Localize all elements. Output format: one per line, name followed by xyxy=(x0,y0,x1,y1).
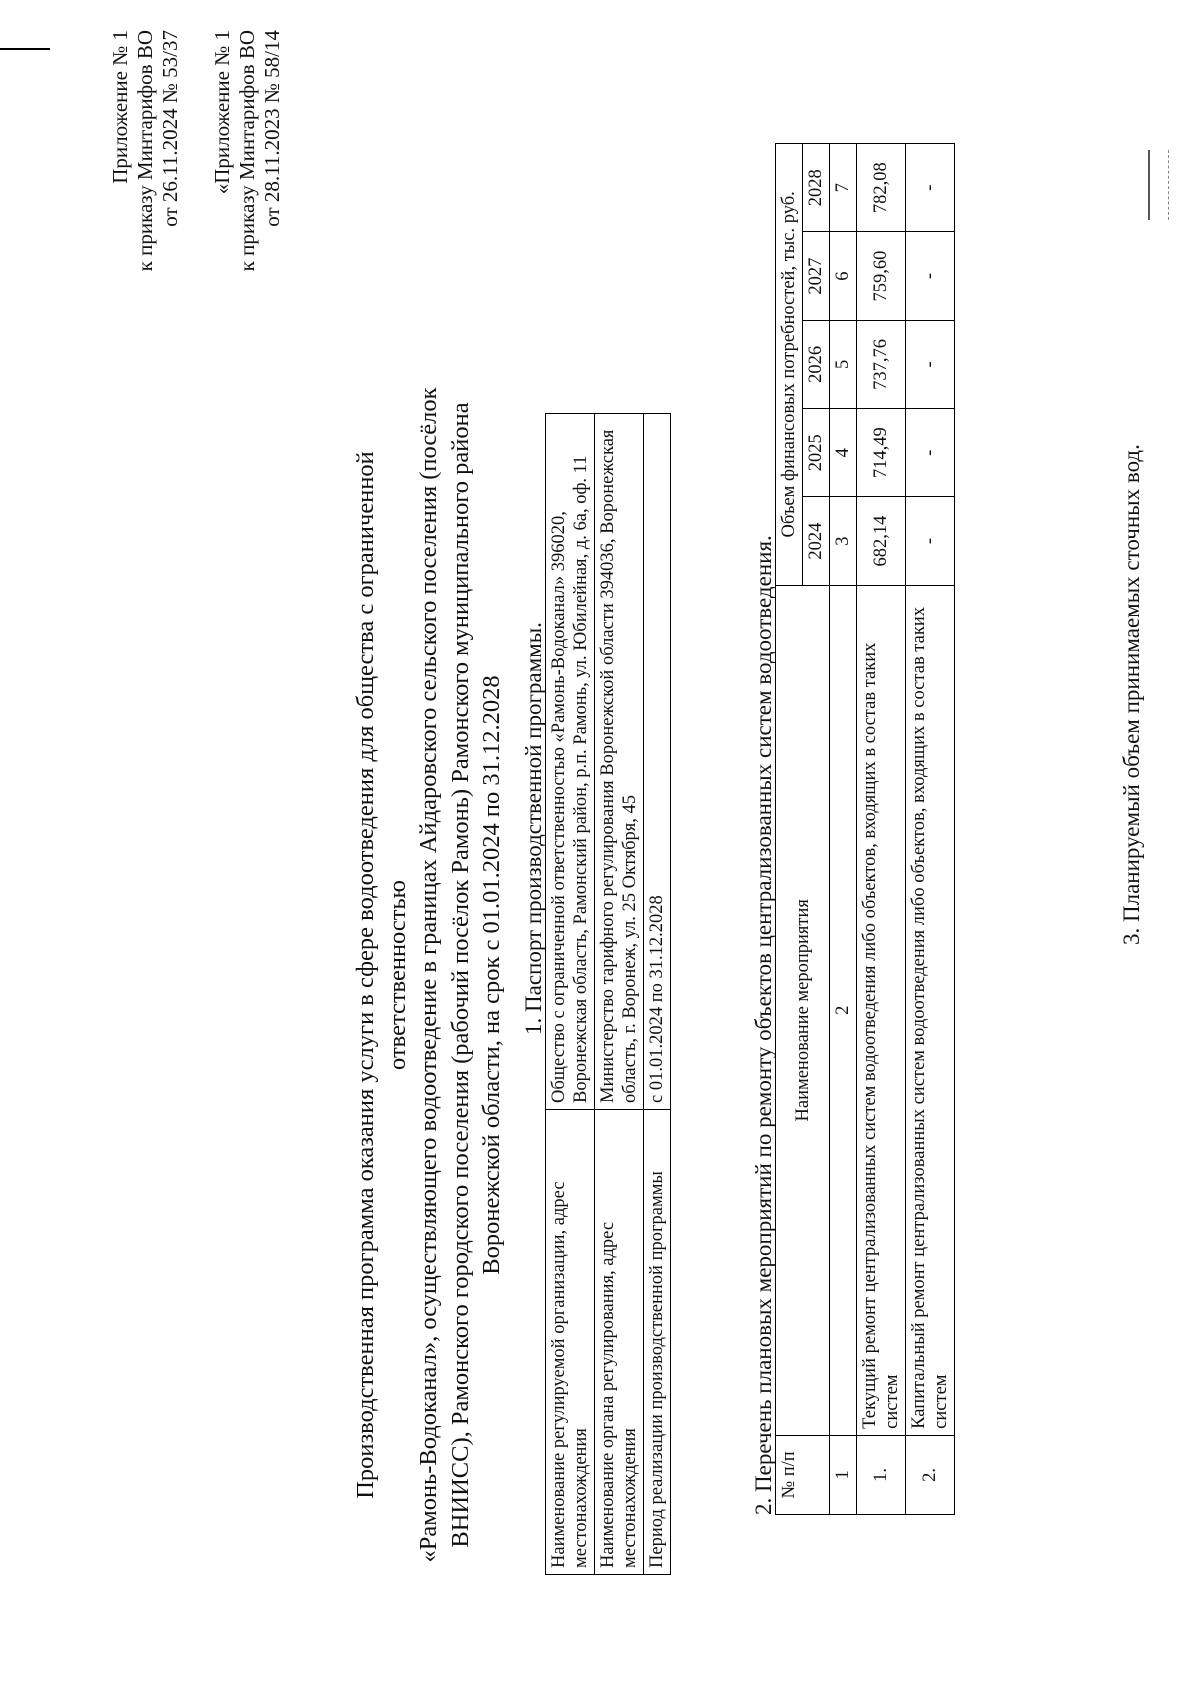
passport-value: Общество с ограниченной ответственностью «Рамонь-Водоканал» 396020, Воронежская область, Рамонский район, р.п. Рамонь, ул. Юбилейная, д. 6а, оф. 11 xyxy=(546,414,595,1110)
edge-mark xyxy=(1148,150,1169,220)
passport-value: с 01.01.2024 по 31.12.2028 xyxy=(644,414,671,1110)
title-line: «Рамонь-Водоканал», осуществляющего водоотведение в границах Айдаровского сельского поселения (посёлок xyxy=(415,387,442,1563)
row-value: 759,60 xyxy=(857,232,906,320)
document-title xyxy=(350,375,508,1575)
section1-heading: 1. Паспорт производственной программы. xyxy=(521,622,546,1035)
row-num: 1. xyxy=(857,1435,906,1514)
table-row xyxy=(857,144,906,1515)
row-value: - xyxy=(906,144,955,232)
year-header: 2024 xyxy=(803,497,830,585)
col-name-header: Наименование мероприятия xyxy=(776,585,830,1435)
index-cell: 1 xyxy=(830,1435,857,1514)
appendix-line: от 28.11.2023 № 58/14 xyxy=(260,30,284,227)
year-header: 2027 xyxy=(803,232,830,320)
appendix-previous xyxy=(210,30,285,630)
row-name: Капитальный ремонт централизованных систем водоотведения либо объектов, входящих в состав таких систем xyxy=(906,585,955,1435)
passport-label: Наименование регулируемой организации, адрес местонахождения xyxy=(546,1110,595,1575)
title-line: Производственная программа оказания услуги в сфере водоотведения для общества с ограниченной ответственностью xyxy=(352,451,411,1499)
appendix-line: от 26.11.2024 № 53/37 xyxy=(158,30,182,227)
row-value: 682,14 xyxy=(857,497,906,585)
table-header-row xyxy=(776,144,803,1515)
row-value: - xyxy=(906,409,955,497)
title-line: ВНИИСС), Рамонского городского поселения (рабочий посёлок Рамонь) Рамонского муниципального района xyxy=(446,402,474,1548)
index-cell: 5 xyxy=(830,320,857,408)
row-value: - xyxy=(906,497,955,585)
row-value: 782,08 xyxy=(857,144,906,232)
table-row xyxy=(546,414,595,1575)
year-header: 2026 xyxy=(803,320,830,408)
index-row xyxy=(830,144,857,1515)
index-cell: 7 xyxy=(830,144,857,232)
table-row xyxy=(906,144,955,1515)
passport-table xyxy=(545,413,671,1575)
passport-value: Министерство тарифного регулирования Воронежской области 394036, Воронежская область, г. Воронеж, ул. 25 Октября, 45 xyxy=(595,414,644,1110)
index-cell: 4 xyxy=(830,409,857,497)
section3-heading: 3. Планируемый объем принимаемых сточных вод. xyxy=(1119,444,1144,945)
appendix-line: «Приложение № 1 xyxy=(210,30,234,195)
table-row xyxy=(644,414,671,1575)
corner-mark xyxy=(0,48,50,50)
index-cell: 3 xyxy=(830,497,857,585)
row-value: 714,49 xyxy=(857,409,906,497)
year-header: 2025 xyxy=(803,409,830,497)
row-value: - xyxy=(906,320,955,408)
row-num: 2. xyxy=(906,1435,955,1514)
appendix-line: к приказу Минтарифов ВО xyxy=(235,30,259,272)
appendix-current xyxy=(108,30,183,630)
repair-table xyxy=(775,143,955,1515)
passport-label: Наименование органа регулирования, адрес местонахождения xyxy=(595,1110,644,1575)
row-name: Текущий ремонт централизованных систем водоотведения либо объектов, входящих в состав таких систем xyxy=(857,585,906,1435)
section2-heading: 2. Перечень плановых мероприятий по ремонту объектов централизованных систем водоотведения. xyxy=(751,535,776,1515)
year-header: 2028 xyxy=(803,144,830,232)
row-value: - xyxy=(906,232,955,320)
col-volume-header: Объем финансовых потребностей, тыс. руб. xyxy=(776,144,803,586)
index-cell: 6 xyxy=(830,232,857,320)
passport-label: Период реализации производственной программы xyxy=(644,1110,671,1575)
title-line: Воронежской области, на срок с 01.01.2024 по 31.12.2028 xyxy=(478,675,505,1275)
col-num-header: № п/п xyxy=(776,1435,830,1514)
row-value: 737,76 xyxy=(857,320,906,408)
appendix-line: Приложение № 1 xyxy=(108,30,132,184)
table-row xyxy=(595,414,644,1575)
appendix-line: к приказу Минтарифов ВО xyxy=(133,30,157,272)
index-cell: 2 xyxy=(830,585,857,1435)
